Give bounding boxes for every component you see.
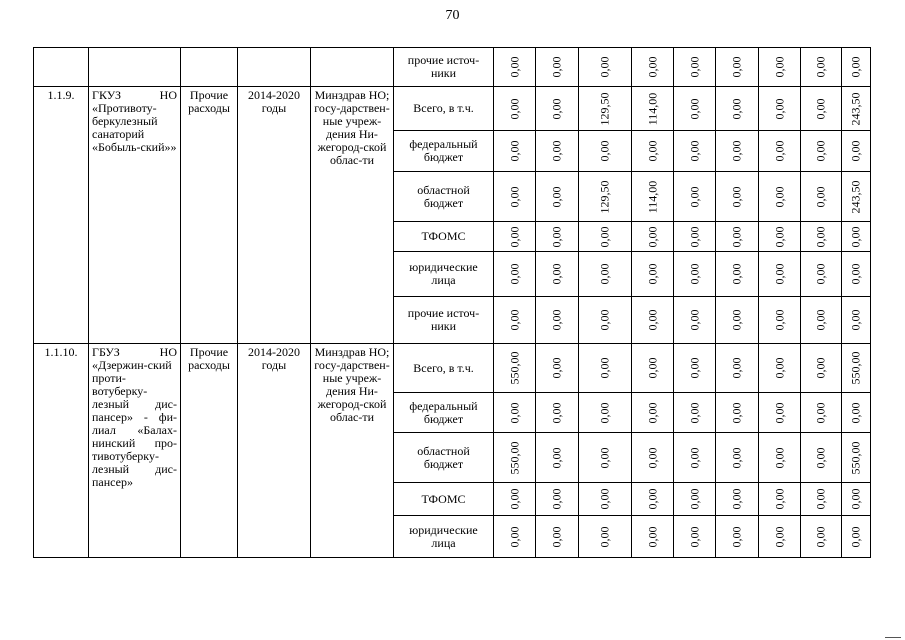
value-text: 0,00 [729,447,744,468]
value-cell [842,48,871,87]
empty-cell [181,48,238,87]
value-text: 129,50 [597,92,612,125]
value-text: 0,00 [772,140,786,162]
value-cell [536,87,579,131]
value-cell [759,48,801,87]
value-text: 0,00 [507,309,521,331]
value-cell [579,393,632,433]
funding-source: федеральный бюджет [394,131,494,172]
value-text: 129,50 [597,180,612,213]
value-text: 0,00 [597,263,612,285]
value-cell [842,131,871,172]
value-text: 0,00 [772,526,786,547]
value-text: 0,00 [848,56,863,78]
value-cell [801,297,842,344]
value-text: 0,00 [645,226,659,247]
value-cell [842,393,871,433]
value-cell [494,297,536,344]
value-cell [674,131,716,172]
value-cell [494,87,536,131]
value-text: 0,00 [772,226,786,247]
value-cell [579,222,632,252]
value-cell [842,87,871,131]
funding-source: федеральный бюджет [394,393,494,433]
value-text: 0,00 [549,186,564,207]
value-cell [759,172,801,222]
value-text: 0,00 [549,488,564,510]
value-text: 0,00 [507,56,521,78]
value-cell [801,48,842,87]
value-text: 0,00 [549,56,564,78]
value-text: 0,00 [813,56,828,78]
value-cell [632,48,674,87]
value-text: 0,00 [687,488,701,510]
value-cell [632,483,674,516]
value-text: 0,00 [772,186,786,207]
value-text: 0,00 [813,402,828,423]
value-cell [632,172,674,222]
value-cell [801,87,842,131]
value-text: 0,00 [687,526,701,547]
value-text: 0,00 [729,402,744,423]
value-cell [759,516,801,558]
value-cell [536,48,579,87]
value-cell [536,393,579,433]
value-cell [801,433,842,483]
value-cell [536,252,579,297]
value-cell [494,344,536,393]
table-row [34,344,871,393]
value-cell [716,297,759,344]
value-cell [716,252,759,297]
value-cell [716,87,759,131]
value-text: 0,00 [597,140,612,162]
value-text: 0,00 [813,263,828,285]
value-text: 0,00 [507,402,521,423]
value-text: 0,00 [597,526,612,547]
value-text: 0,00 [848,140,863,162]
value-cell [536,433,579,483]
value-cell [579,48,632,87]
value-cell [674,172,716,222]
value-cell [759,297,801,344]
value-text: 114,00 [645,92,659,125]
value-cell [842,172,871,222]
value-cell [716,131,759,172]
value-cell [759,393,801,433]
value-text: 0,00 [813,186,828,207]
funding-source: юридические лица [394,252,494,297]
value-cell [674,297,716,344]
value-text: 0,00 [687,447,701,468]
executor: Минздрав НО; госу-дарствен-ные учреж-дения Ни-жегород-ской облас-ти [311,344,394,558]
value-cell [579,87,632,131]
value-text: 243,50 [848,92,863,125]
empty-cell [311,48,394,87]
value-text: 0,00 [645,56,659,78]
value-cell [536,516,579,558]
value-text: 0,00 [772,488,786,510]
value-text: 0,00 [645,488,659,510]
value-cell [716,393,759,433]
value-text: 0,00 [813,309,828,331]
value-text: 0,00 [597,357,612,379]
value-text: 0,00 [507,263,521,285]
value-text: 0,00 [813,488,828,510]
value-cell [632,393,674,433]
value-cell [716,48,759,87]
value-text: 0,00 [645,402,659,423]
value-cell [842,433,871,483]
value-text: 0,00 [549,526,564,547]
value-text: 0,00 [848,226,863,247]
value-cell [759,131,801,172]
value-text: 0,00 [645,140,659,162]
value-text: 0,00 [848,309,863,331]
value-cell [842,516,871,558]
budget-table [33,47,871,558]
value-cell [842,222,871,252]
record-name: ГКУЗ НО «Противоту-беркулезный санаторий «Бобыль-ский»» [89,87,181,344]
value-text: 0,00 [549,140,564,162]
value-cell [842,344,871,393]
value-text: 0,00 [729,263,744,285]
value-text: 0,00 [729,526,744,547]
value-text: 0,00 [729,186,744,207]
value-cell [801,344,842,393]
value-cell [536,297,579,344]
value-text: 550,00 [848,351,863,385]
table-row [34,48,871,87]
period: 2014-2020 годы [238,344,311,558]
value-text: 0,00 [729,488,744,510]
value-cell [842,297,871,344]
value-cell [536,172,579,222]
value-text: 0,00 [687,357,701,379]
value-cell [494,48,536,87]
value-text: 243,50 [848,180,863,213]
value-text: 0,00 [687,402,701,423]
value-cell [579,433,632,483]
value-text: 0,00 [549,357,564,379]
value-cell [632,433,674,483]
value-text: 0,00 [813,140,828,162]
executor: Минздрав НО; госу-дарствен-ные учреж-дения Ни-жегород-ской облас-ти [311,87,394,344]
value-text: 0,00 [507,186,521,207]
value-text: 0,00 [813,447,828,468]
budget-table-body [34,48,871,558]
value-text: 0,00 [687,186,701,207]
value-cell [716,433,759,483]
value-text: 114,00 [645,180,659,213]
value-cell [716,516,759,558]
value-text: 0,00 [597,56,612,78]
value-text: 0,00 [597,402,612,423]
value-text: 0,00 [687,263,701,285]
value-text: 0,00 [772,309,786,331]
value-cell [801,483,842,516]
value-cell [494,516,536,558]
value-cell [759,483,801,516]
funding-source: прочие источ-ники [394,297,494,344]
value-text: 0,00 [772,402,786,423]
value-text: 0,00 [597,488,612,510]
value-cell [759,222,801,252]
value-cell [536,222,579,252]
value-text: 0,00 [597,309,612,331]
value-text: 0,00 [729,140,744,162]
value-text: 0,00 [687,309,701,331]
value-text: 0,00 [848,488,863,510]
value-cell [494,131,536,172]
value-text: 0,00 [507,98,521,119]
value-text: 0,00 [813,226,828,247]
value-cell [801,252,842,297]
value-text: 0,00 [729,357,744,379]
value-text: 0,00 [848,402,863,423]
value-text: 0,00 [729,309,744,331]
value-cell [801,172,842,222]
value-text: 0,00 [549,402,564,423]
value-text: 0,00 [549,263,564,285]
value-cell [494,252,536,297]
value-text: 0,00 [813,98,828,119]
funding-source: юридические лица [394,516,494,558]
value-cell [579,483,632,516]
value-cell [716,172,759,222]
value-text: 0,00 [597,447,612,468]
value-cell [674,516,716,558]
value-text: 0,00 [507,488,521,510]
value-text: 0,00 [729,226,744,247]
value-cell [632,516,674,558]
funding-source: ТФОМС [394,222,494,252]
value-cell [801,222,842,252]
value-cell [674,344,716,393]
value-text: 0,00 [848,263,863,285]
value-cell [632,87,674,131]
value-cell [632,222,674,252]
value-cell [632,252,674,297]
record-code: 1.1.9. [34,87,89,344]
funding-source: прочие источ- ники [394,48,494,87]
value-cell [579,344,632,393]
page-edge-mark [885,637,901,638]
value-cell [674,393,716,433]
value-text: 0,00 [848,526,863,547]
value-cell [674,48,716,87]
value-cell [674,252,716,297]
value-text: 0,00 [597,226,612,247]
value-text: 0,00 [549,309,564,331]
value-cell [674,433,716,483]
value-cell [759,344,801,393]
value-cell [579,252,632,297]
value-text: 0,00 [507,140,521,162]
value-text: 550,00 [507,441,521,474]
value-text: 0,00 [507,526,521,547]
value-cell [632,131,674,172]
value-cell [674,87,716,131]
value-text: 0,00 [549,447,564,468]
value-text: 0,00 [687,140,701,162]
value-text: 0,00 [645,447,659,468]
record-code: 1.1.10. [34,344,89,558]
value-cell [579,516,632,558]
funding-source: Всего, в т.ч. [394,344,494,393]
value-cell [494,172,536,222]
value-cell [674,222,716,252]
page-number: 70 [445,8,460,23]
value-text: 0,00 [772,56,786,78]
value-cell [536,131,579,172]
value-cell [716,344,759,393]
value-text: 0,00 [549,98,564,119]
value-text: 0,00 [729,98,744,119]
value-cell [759,252,801,297]
value-text: 0,00 [813,526,828,547]
value-text: 0,00 [772,447,786,468]
funding-source: областной бюджет [394,172,494,222]
value-text: 550,00 [848,441,863,474]
value-cell [759,87,801,131]
value-cell [494,222,536,252]
value-text: 0,00 [772,263,786,285]
value-text: 0,00 [645,263,659,285]
value-text: 0,00 [645,309,659,331]
empty-cell [238,48,311,87]
value-text: 0,00 [645,526,659,547]
value-text: 0,00 [772,357,786,379]
value-cell [494,433,536,483]
value-cell [716,483,759,516]
value-text: 550,00 [507,351,521,385]
value-text: 0,00 [549,226,564,247]
value-cell [579,131,632,172]
expense-type: Прочие расходы [181,87,238,344]
value-cell [801,516,842,558]
expense-type: Прочие расходы [181,344,238,558]
table-row [34,87,871,131]
value-cell [759,433,801,483]
value-cell [536,483,579,516]
record-name: ГБУЗ НО «Дзержин-ский проти-вотуберку-лезный дис-пансер» - фи-лиал «Балах-нинский про-тивотуберку-лезный дис-пансер» [89,344,181,558]
value-text: 0,00 [772,98,786,119]
value-cell [494,483,536,516]
value-cell [536,344,579,393]
value-text: 0,00 [687,226,701,247]
value-cell [716,222,759,252]
value-text: 0,00 [729,56,744,78]
value-text: 0,00 [813,357,828,379]
funding-source: областной бюджет [394,433,494,483]
period: 2014-2020 годы [238,87,311,344]
value-cell [842,483,871,516]
value-text: 0,00 [687,98,701,119]
value-cell [842,252,871,297]
empty-cell [89,48,181,87]
value-text: 0,00 [645,357,659,379]
value-cell [801,393,842,433]
empty-cell [34,48,89,87]
value-text: 0,00 [687,56,701,78]
value-cell [632,344,674,393]
funding-source: ТФОМС [394,483,494,516]
value-cell [674,483,716,516]
funding-source: Всего, в т.ч. [394,87,494,131]
value-cell [632,297,674,344]
value-cell [494,393,536,433]
value-cell [579,297,632,344]
value-cell [579,172,632,222]
value-cell [801,131,842,172]
value-text: 0,00 [507,226,521,247]
